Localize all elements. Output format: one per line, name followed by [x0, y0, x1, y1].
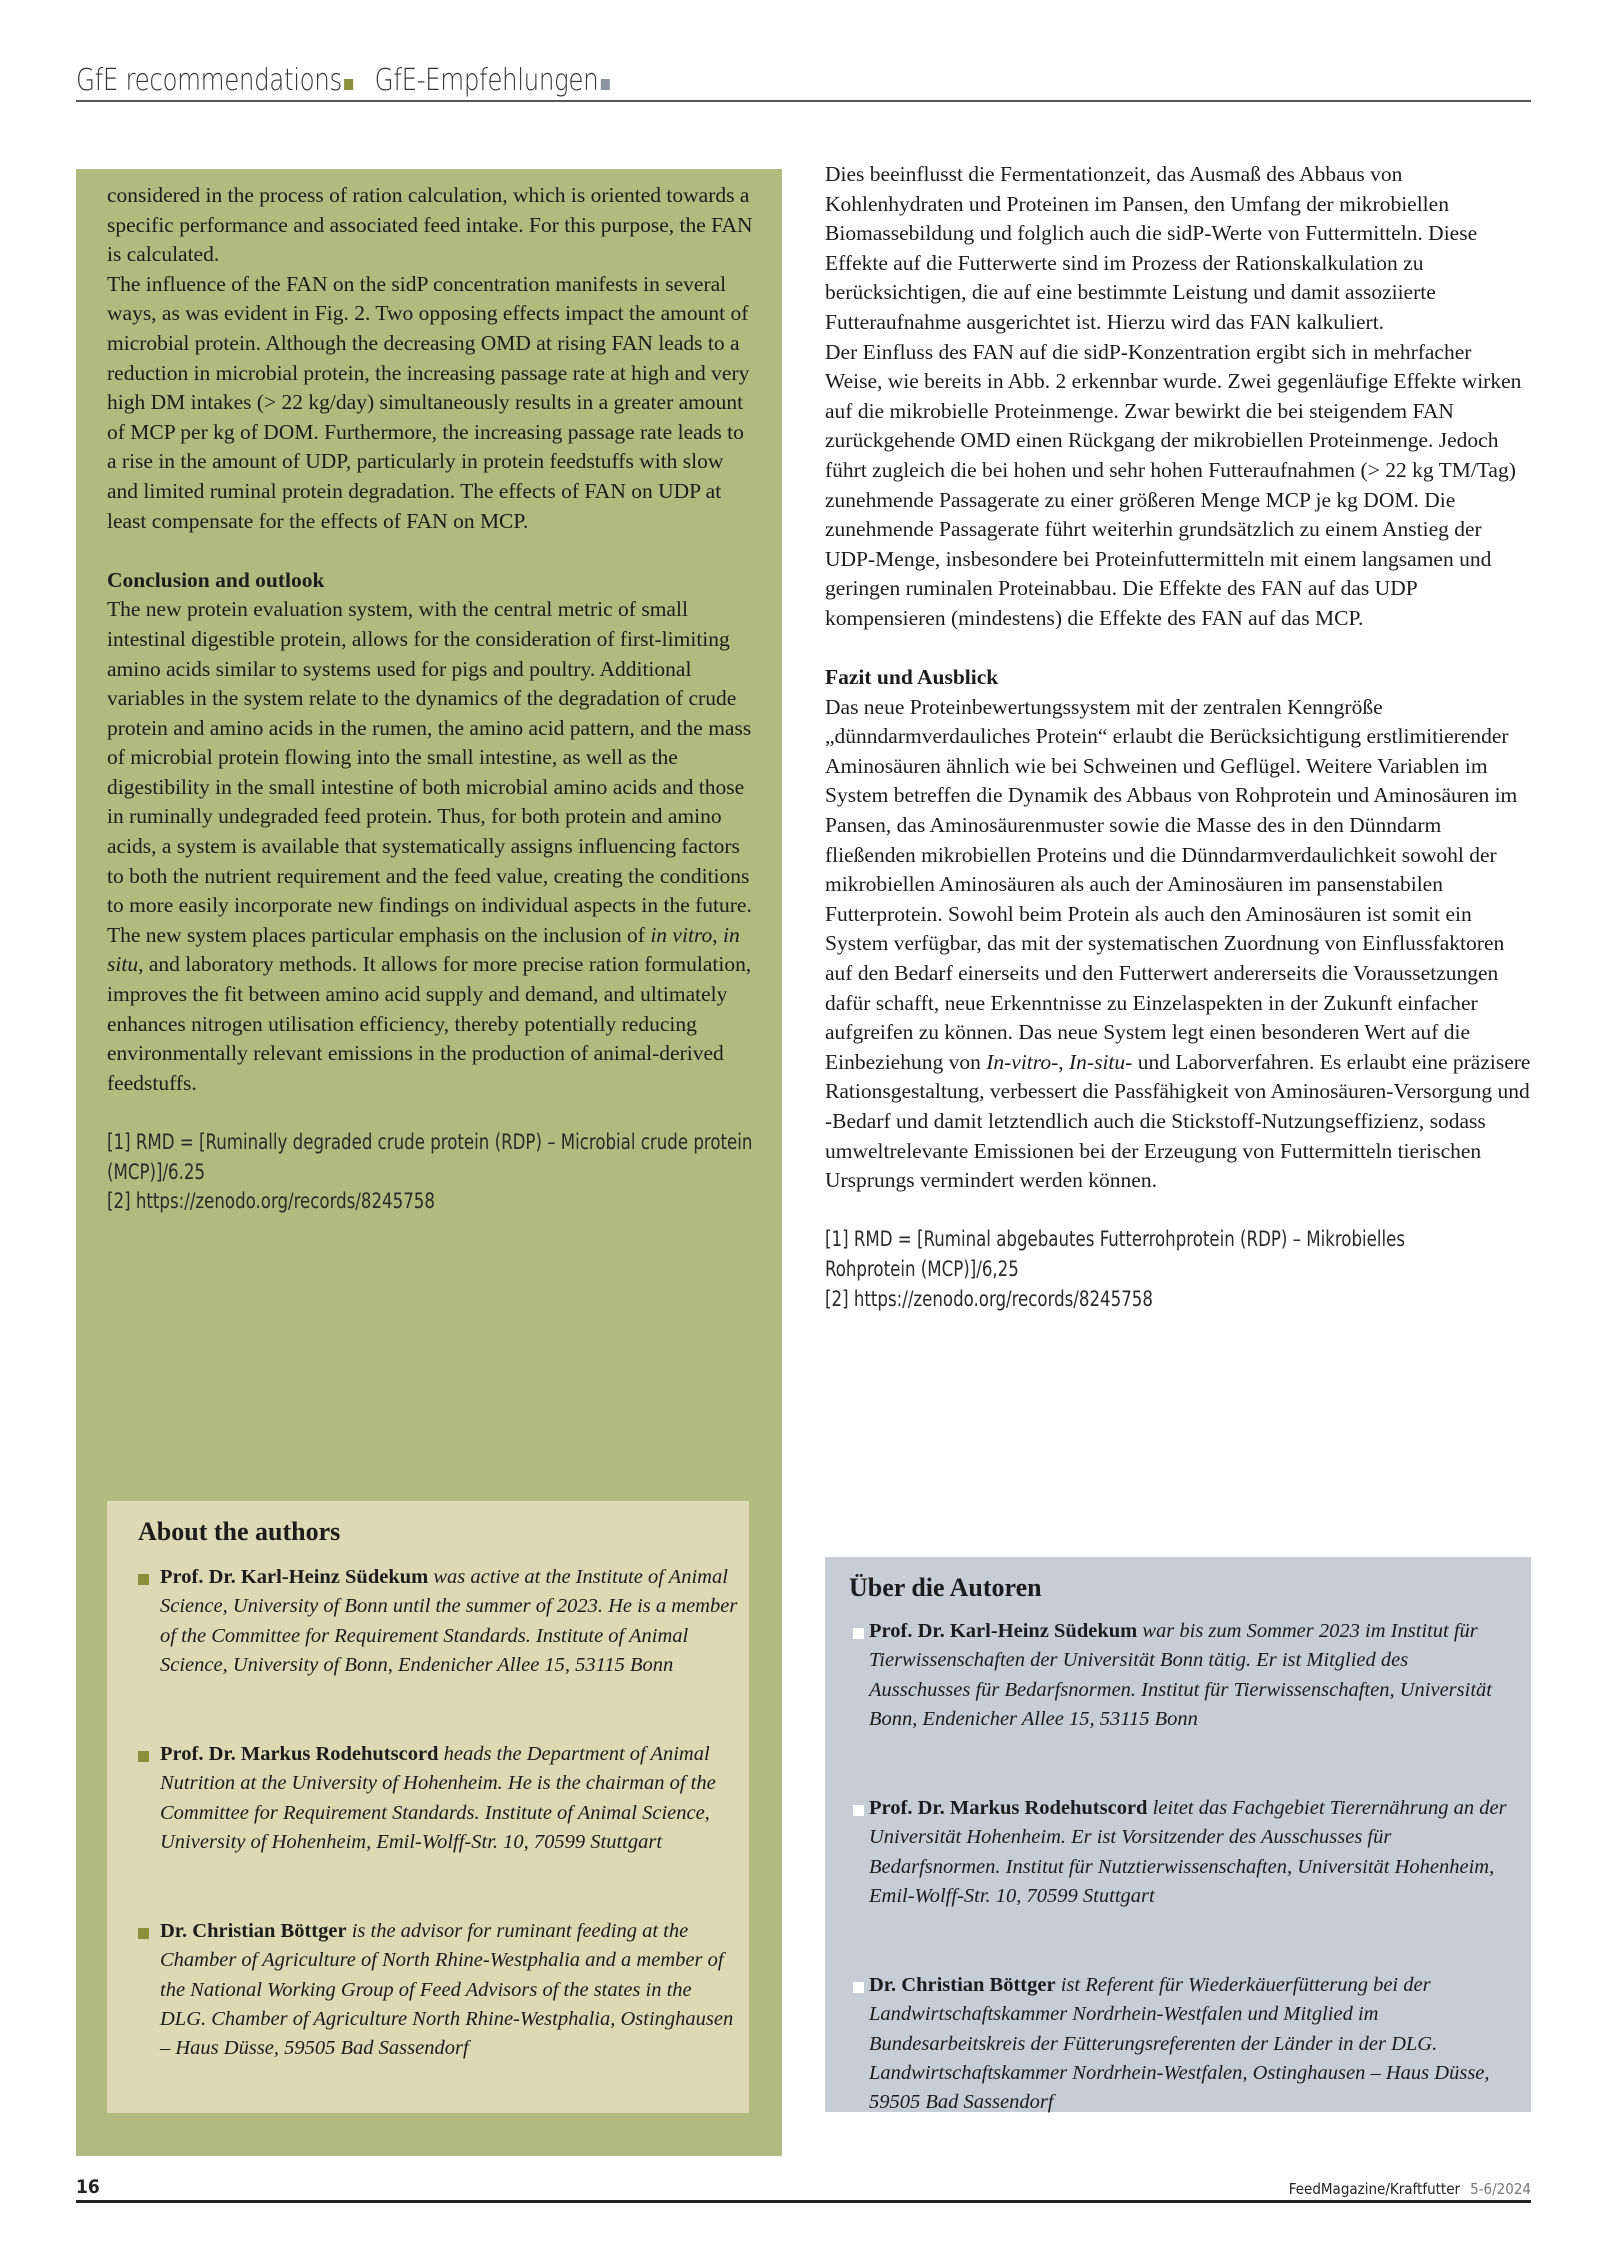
- author-item-en: [160, 1740, 740, 1857]
- magazine-info: [1289, 2180, 1531, 2198]
- en-conclusion-heading: Conclusion and outlook: [107, 567, 325, 592]
- square-bullet-icon: [138, 1751, 149, 1762]
- en-paragraph-2: The influence of the FAN on the sidP concentration manifests in several ways, as was evident in Fig. 2. Two opposing effects impact the amount of microbial protein. Although the decreasing OMD at rising FAN leads to a reduction in microbial protein, the increasing passage rate at high and very high DM intakes (> 22 kg/day) simultaneously results in a greater amount of MCP per kg of DOM. Furthermore, the increasing passage rate leads to a rise in the amount of UDP, particularly in protein feedstuffs with slow and limited ruminal protein degradation. The effects of FAN on UDP at least compensate for the effects of FAN on MCP.: [107, 271, 750, 533]
- de-sep: ,: [1058, 1049, 1070, 1074]
- about-authors-box-en: [107, 1501, 749, 2113]
- author-description: was active at the Institute of Animal Science, University of Bonn until the summer of 2023. He is a member of the Committee for Requirement Standards. Institute of Animal Science, University of Bonn, Endenicher Allee 15, 53115 Bonn: [160, 1566, 738, 1676]
- author-description: is the advisor for ruminant feeding at the Chamber of Agriculture of North Rhine-Westphalia and a member of the National Working Group of Feed Advisors of the states in the DLG. Chamber of Agriculture North Rhine-Westphalia, Ostinghausen – Haus Düsse, 59505 Bad Sassendorf: [160, 1920, 734, 2060]
- author-name: Prof. Dr. Markus Rodehutscord: [869, 1797, 1148, 1819]
- de-paragraph-1: Dies beeinflusst die Fermentationzeit, das Ausmaß des Abbaus von Kohlenhydraten und Proteinen im Pansen, den Umfang der mikrobiellen Biomassebildung und folglich auch die sidP-Werte von Futtermitteln. Diese Effekte auf die Futterwerte sind im Prozess der Rationskalkulation zu berücksichtigen, die auf eine bestimmte Leistung und damit assoziierte Futteraufnahme ausgerichtet ist. Hierzu wird das FAN kalkuliert.: [825, 162, 1478, 334]
- en-footnote-2[interactable]: [2] https://zenodo.org/records/8245758: [107, 1189, 435, 1214]
- author-item-en: [160, 1563, 740, 1680]
- en-conclusion-text-a: The new protein evaluation system, with the central metric of small intestinal digestible protein, allows for the consideration of first-limiting amino acids similar to systems used for pigs and poultry. Additional variables in the system relate to the dynamics of the degradation of crude protein and amino acids in the rumen, the amino acid pattern, and the mass of microbial protein flowing into the small intestine, as well as the digestibility in the small intestine of both microbial amino acids and those in ruminally undegraded feed protein. Thus, for both protein and amino acids, a system is available that systematically assigns influencing factors to both the nutrient requirement and the feed value, creating the conditions to more easily incorporate new findings on individual aspects in the future. The new system places particular emphasis on the inclusion of: [107, 597, 752, 947]
- en-conclusion-text-b: , and laboratory methods. It allows for more precise ration formulation, improves the fit between amino acid supply and demand, and ultimately enhances nitrogen utilisation efficiency, thereby potentially reducing environmentally relevant emissions in the production of animal-derived feedstuffs.: [107, 952, 752, 1095]
- german-column: [825, 160, 1531, 1314]
- square-bullet-icon: [853, 1628, 864, 1639]
- de-conclusion-text-b: und Laborverfahren. Es erlaubt eine präzisere Rationsgestaltung, verbessert die Passfähigkeit von Aminosäuren-Versorgung und -Bedarf und damit letztendlich auch die Stickstoff-Nutzungseffizienz, sodass umweltrelevante Emissionen bei der Erzeugung von Futtermitteln tierischen Ursprungs vermindert werden können.: [825, 1049, 1531, 1193]
- author-description: war bis zum Sommer 2023 im Institut für Tierwissenschaften der Universität Bonn tätig. Er ist Mitglied des Ausschusses für Bedarfsnormen. Institut für Tierwissenschaften, Universität Bonn, Endenicher Allee 15, 53115 Bonn: [869, 1620, 1492, 1730]
- en-paragraph-1: considered in the process of ration calculation, which is oriented towards a specific performance and associated feed intake. For this purpose, the FAN is calculated.: [107, 183, 753, 267]
- about-authors-title-de: Über die Autoren: [849, 1573, 1042, 1602]
- english-article-body: [107, 181, 757, 1217]
- de-paragraph-2: Der Einfluss des FAN auf die sidP-Konzentration ergibt sich in mehrfacher Weise, wie bereits in Abb. 2 erkennbar wurde. Zwei gegenläufige Effekte wirken auf die mikrobielle Proteinmenge. Zwar bewirkt die bei steigendem FAN zurückgehende OMD einen Rückgang der mikrobiellen Proteinmenge. Jedoch führt zugleich die bei hohen und sehr hohen Futteraufnahmen (> 22 kg TM/Tag) zunehmende Passagerate zu einer größeren Menge MCP je kg DOM. Die zunehmende Passagerate führt weiterhin grundsätzlich zu einem Anstieg der UDP-Menge, insbesondere bei Proteinfuttermitteln mit einem langsamen und geringen ruminalen Proteinabbau. Die Effekte des FAN auf das UDP kompensieren (mindestens) die Effekte des FAN auf das MCP.: [825, 339, 1522, 630]
- en-conclusion-text: [107, 595, 757, 1098]
- author-description: ist Referent für Wiederkäuerfütterung bei der Landwirtschaftskammer Nordrhein-Westfalen und Mitglied im Bundesarbeitskreis der Fütterungsreferenten der Länder in der DLG. Landwirtschaftskammer Nordrhein-Westfalen, Ostinghausen – Haus Düsse, 59505 Bad Sassendorf: [869, 1974, 1490, 2114]
- de-footnotes: [825, 1225, 1476, 1314]
- square-bullet-icon: [138, 1928, 149, 1939]
- english-column: [76, 169, 782, 2156]
- author-item-de: [869, 1971, 1509, 2117]
- running-title-de: GfE-Empfehlungen: [374, 63, 599, 98]
- de-conclusion-text: [825, 693, 1531, 1196]
- about-authors-title: About the authors: [138, 1517, 341, 1546]
- author-item-de: [869, 1794, 1509, 1911]
- magazine-name: FeedMagazine/Kraftfutter: [1288, 2180, 1461, 2198]
- author-name: Dr. Christian Böttger: [869, 1974, 1056, 1996]
- square-bullet-icon: [138, 1574, 149, 1585]
- square-bullet-icon: [853, 1982, 864, 1993]
- author-name: Dr. Christian Böttger: [160, 1920, 347, 1942]
- running-title: [76, 63, 613, 98]
- de-conclusion-heading: Fazit und Ausblick: [825, 665, 999, 690]
- author-name: Prof. Dr. Markus Rodehutscord: [160, 1743, 439, 1765]
- author-item-de: [869, 1617, 1509, 1734]
- en-footnote-1: [1] RMD = [Ruminally degraded crude protein (RDP) – Microbial crude protein (MCP)]/6.25: [107, 1130, 753, 1184]
- de-italic-in-vitro: In-vitro-: [986, 1049, 1059, 1074]
- page-number: 16: [76, 2176, 100, 2198]
- page-footer: [76, 2176, 1531, 2203]
- about-authors-box-de: [825, 1557, 1531, 2112]
- de-italic-in-situ: In-situ-: [1069, 1049, 1133, 1074]
- de-footnote-1: [1] RMD = [Ruminal abgebautes Futterrohprotein (RDP) – Mikrobielles Rohprotein (MCP)]/6,25: [825, 1227, 1406, 1281]
- en-italic-in-situ: in situ: [107, 922, 740, 977]
- en-sep: ,: [712, 922, 723, 947]
- de-footnote-2[interactable]: [2] https://zenodo.org/records/8245758: [825, 1286, 1153, 1311]
- author-description: leitet das Fachgebiet Tierernährung an der Universität Hohenheim. Er ist Vorsitzender des Ausschusses für Bedarfsnormen. Institut für Nutztierwissenschaften, Universität Hohenheim, Emil-Wolff-Str. 10, 70599 Stuttgart: [869, 1797, 1507, 1907]
- grey-square-icon: [601, 79, 610, 90]
- author-name: Prof. Dr. Karl-Heinz Südekum: [160, 1566, 429, 1588]
- author-description: heads the Department of Animal Nutrition at the University of Hohenheim. He is the chairman of the Committee for Requirement Standards. Institute of Animal Science, University of Hohenheim, Emil-Wolff-Str. 10, 70599 Stuttgart: [160, 1743, 716, 1853]
- en-footnotes: [107, 1128, 758, 1217]
- en-italic-in-vitro: in vitro: [650, 922, 713, 947]
- author-name: Prof. Dr. Karl-Heinz Südekum: [869, 1620, 1138, 1642]
- de-conclusion-text-a: Das neue Proteinbewertungssystem mit der zentralen Kenngröße „dünndarmverdauliches Protein“ erlaubt die Berücksichtigung erstlimitierender Aminosäuren ähnlich wie bei Schweinen und Geflügel. Weitere Variablen im System betreffen die Dynamik des Abbaus von Rohprotein und Aminosäuren im Pansen, das Aminosäurenmuster sowie die Masse des in den Dünndarm fließenden mikrobiellen Proteins und die Dünndarmverdaulichkeit sowohl der mikrobiellen Aminosäuren als auch der Aminosäuren im pansenstabilen Futterprotein. Sowohl beim Protein als auch den Aminosäuren ist somit ein System verfügbar, das mit der systematischen Zuordnung von Einflussfaktoren auf den Bedarf einerseits und den Futterwert andererseits die Voraussetzungen dafür schafft, neue Erkenntnisse zu Einzelaspekten in der Zukunft einfacher aufgreifen zu können. Das neue System legt einen besonderen Wert auf die Einbeziehung von: [825, 694, 1518, 1074]
- square-bullet-icon: [853, 1805, 864, 1816]
- olive-square-icon: [344, 79, 353, 90]
- author-item-en: [160, 1917, 740, 2063]
- running-title-en: GfE recommendations: [76, 63, 342, 98]
- page-header: [76, 58, 1531, 102]
- issue-number: 5-6/2024: [1470, 2180, 1531, 2198]
